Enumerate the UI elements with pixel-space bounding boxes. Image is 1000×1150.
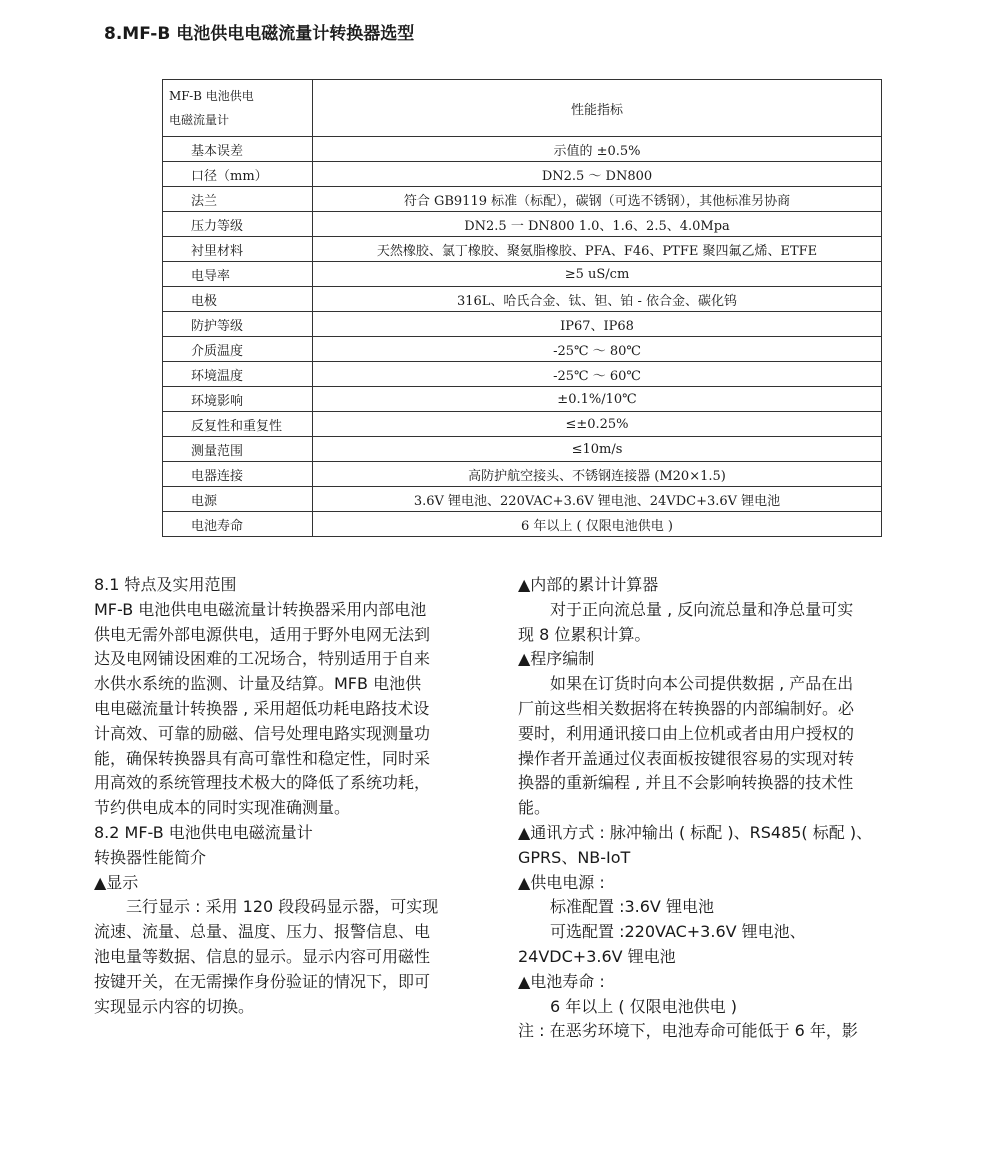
- header-left-line1: MF-B 电池供电: [169, 89, 254, 103]
- row-value: 天然橡胶、氯丁橡胶、聚氨脂橡胶、PFA、F46、PTFE 聚四氟乙烯、ETFE: [313, 237, 882, 262]
- row-value: DN2.5 ～ DN800: [313, 162, 882, 187]
- body-line: 达及电网铺设困难的工况场合，特别适用于自来: [94, 649, 431, 669]
- body-line: GPRS、NB-IoT: [518, 847, 631, 867]
- row-key: 电器连接: [163, 462, 313, 487]
- row-key: 防护等级: [163, 312, 313, 337]
- row-key: 环境影响: [163, 387, 313, 412]
- body-line: 24VDC+3.6V 锂电池: [518, 946, 676, 966]
- table-row: [163, 362, 882, 387]
- body-line: 能。: [518, 798, 551, 818]
- right-column: [518, 573, 910, 1044]
- row-value: 6 年以上 ( 仅限电池供电 ): [313, 512, 882, 537]
- note-line: 注 : 在恶劣环境下，电池寿命可能低于 6 年，影: [518, 1021, 858, 1041]
- body-line: 电电磁流量计转换器 , 采用超低功耗电路技术设: [94, 698, 430, 718]
- body-line: 节约供电成本的同时实现准确测量。: [94, 798, 351, 818]
- row-key: 测量范围: [163, 437, 313, 462]
- body-line: 6 年以上 ( 仅限电池供电 ): [550, 996, 738, 1016]
- body-line: 如果在订货时向本公司提供数据 , 产品在出: [550, 674, 854, 694]
- table-row: [163, 387, 882, 412]
- table-row: [163, 312, 882, 337]
- body-line: 供电无需外部电源供电，适用于野外电网无法到: [94, 624, 431, 644]
- row-key: 电源: [163, 487, 313, 512]
- row-value: ≤10m/s: [313, 437, 882, 462]
- header-left-line2: 电磁流量计: [169, 113, 230, 127]
- row-key: 口径（mm）: [163, 162, 313, 187]
- subheading-8-2-cont: 转换器性能简介: [94, 847, 207, 867]
- row-key: 电池寿命: [163, 512, 313, 537]
- section-heading: 8.MF-B 电池供电电磁流量计转换器选型: [104, 24, 415, 44]
- subheading-8-2: 8.2 MF-B 电池供电电磁流量计: [94, 822, 313, 842]
- row-value: -25℃ ～ 80℃: [313, 337, 882, 362]
- bullet-battery-life: ▲电池寿命 :: [518, 971, 605, 991]
- table-header-row: [163, 80, 882, 137]
- table-row: [163, 137, 882, 162]
- table-header-left: [163, 80, 313, 137]
- body-line: 计高效、可靠的励磁、信号处理电路实现测量功: [94, 723, 431, 743]
- body-line: 对于正向流总量 , 反向流总量和净总量可实: [550, 599, 854, 619]
- body-line: 流速、流量、总量、温度、压力、报警信息、电: [94, 922, 431, 942]
- row-value: ≤±0.25%: [313, 412, 882, 437]
- table-row: [163, 337, 882, 362]
- table-row: [163, 187, 882, 212]
- row-key: 反复性和重复性: [163, 412, 313, 437]
- row-key: 压力等级: [163, 212, 313, 237]
- bullet-programming: ▲程序编制: [518, 649, 595, 669]
- row-value: 示值的 ±0.5%: [313, 137, 882, 162]
- body-line: 水供水系统的监测、计量及结算。MFB 电池供: [94, 674, 422, 694]
- body-line: 现 8 位累积计算。: [518, 624, 651, 644]
- row-value: 3.6V 锂电池、220VAC+3.6V 锂电池、24VDC+3.6V 锂电池: [313, 487, 882, 512]
- row-key: 基本误差: [163, 137, 313, 162]
- row-key: 法兰: [163, 187, 313, 212]
- table-row: [163, 287, 882, 312]
- row-value: 符合 GB9119 标准（标配），碳钢（可选不锈钢），其他标准另协商: [313, 187, 882, 212]
- bullet-display: ▲显示: [94, 872, 139, 892]
- row-value: DN2.5 一 DN800 1.0、1.6、2.5、4.0Mpa: [313, 212, 882, 237]
- table-row: [163, 512, 882, 537]
- table-row: [163, 412, 882, 437]
- row-key: 环境温度: [163, 362, 313, 387]
- row-key: 介质温度: [163, 337, 313, 362]
- row-value: ≥5 uS/cm: [313, 262, 882, 287]
- bullet-communication: ▲通讯方式 : 脉冲输出 ( 标配 )、RS485( 标配 )、: [518, 822, 873, 842]
- row-value: 316L、哈氏合金、钛、钽、铂 - 依合金、碳化钨: [313, 287, 882, 312]
- body-line: 厂前这些相关数据将在转换器的内部编制好。必: [518, 698, 855, 718]
- body-line: 能，确保转换器具有高可靠性和稳定性，同时采: [94, 748, 431, 768]
- subheading-8-1: 8.1 特点及实用范围: [94, 575, 237, 594]
- body-line: 可选配置 :220VAC+3.6V 锂电池、: [550, 922, 806, 942]
- body-line: 池电量等数据、信息的显示。显示内容可用磁性: [94, 946, 431, 966]
- row-key: 电导率: [163, 262, 313, 287]
- row-key: 电极: [163, 287, 313, 312]
- table-header-right: 性能指标: [313, 80, 882, 137]
- table-row: [163, 262, 882, 287]
- row-value: -25℃ ～ 60℃: [313, 362, 882, 387]
- row-value: 高防护航空接头、不锈钢连接器 (M20×1.5): [313, 462, 882, 487]
- body-line: 三行显示 : 采用 120 段段码显示器，可实现: [126, 897, 439, 917]
- body-line: 要时，利用通讯接口由上位机或者由用户授权的: [518, 723, 855, 743]
- body-line: 实现显示内容的切换。: [94, 996, 255, 1016]
- table-row: [163, 212, 882, 237]
- table-row: [163, 437, 882, 462]
- body-line: 用高效的系统管理技术极大的降低了系统功耗，: [94, 773, 431, 793]
- table-row: [163, 462, 882, 487]
- row-key: 衬里材料: [163, 237, 313, 262]
- left-column: [94, 573, 492, 1019]
- body-line: 标准配置 :3.6V 锂电池: [550, 897, 714, 917]
- row-value: ±0.1%/10℃: [313, 387, 882, 412]
- spec-table: [162, 79, 882, 537]
- row-value: IP67、IP68: [313, 312, 882, 337]
- body-line: 按键开关，在无需操作身份验证的情况下，即可: [94, 971, 431, 991]
- bullet-accumulator: ▲内部的累计计算器: [518, 575, 659, 594]
- table-row: [163, 487, 882, 512]
- body-line: 换器的重新编程 , 并且不会影响转换器的技术性: [518, 773, 854, 793]
- bullet-power-supply: ▲供电电源 :: [518, 872, 605, 892]
- table-row: [163, 162, 882, 187]
- table-row: [163, 237, 882, 262]
- body-line: MF-B 电池供电电磁流量计转换器采用内部电池: [94, 599, 427, 619]
- body-line: 操作者开盖通过仪表面板按键很容易的实现对转: [518, 748, 855, 768]
